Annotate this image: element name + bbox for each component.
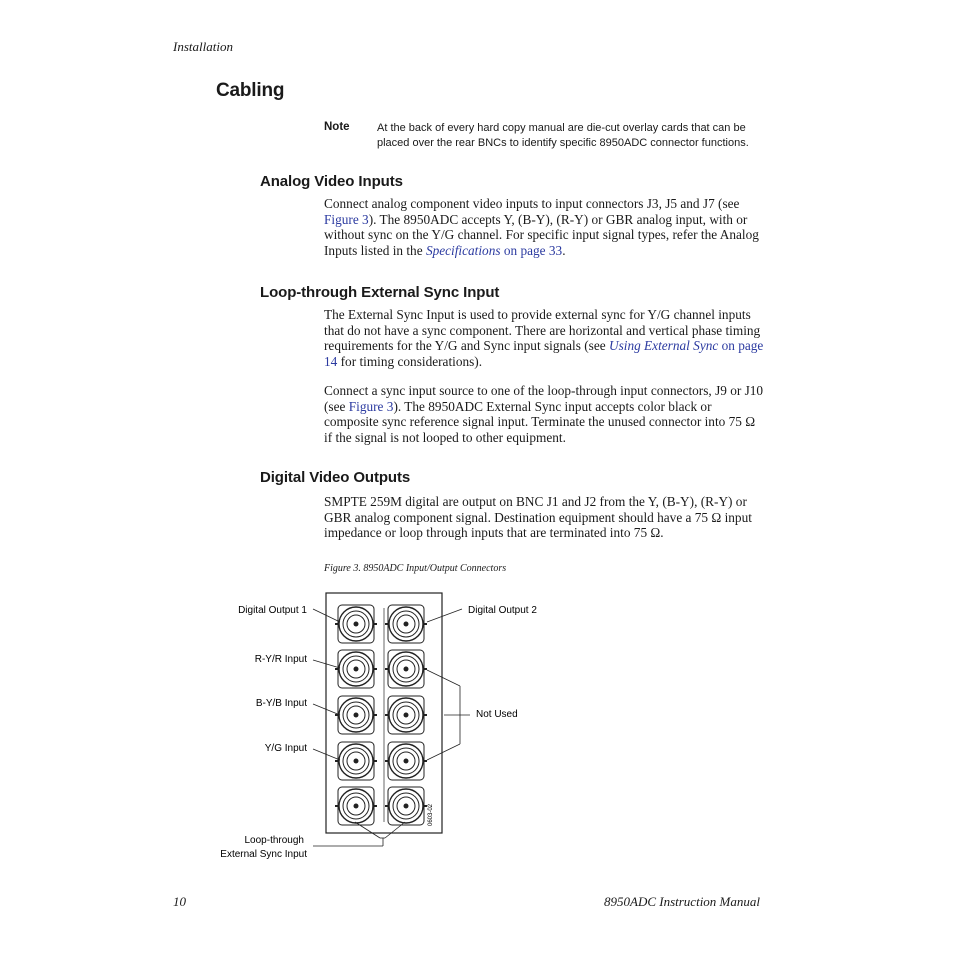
heading-digital-video-outputs: Digital Video Outputs (260, 469, 411, 486)
label-loop-through-1: Loop-through (244, 835, 304, 846)
part-code: 0603-02 (428, 803, 434, 826)
paragraph-loop-1: The External Sync Input is used to provide external sync for Y/G channel inputs that do not have a sync component. There are horizontal and vertical phase timing requirements for the Y/G and Sync input signals (see Using External Sync on page 14 for timing considerations). (324, 307, 764, 369)
link-using-external-sync[interactable]: Using External Sync on page 14 (324, 338, 764, 369)
bnc-connector (335, 605, 377, 643)
paragraph-loop-2: Connect a sync input source to one of the loop-through input connectors, J9 or J10 (see Figure 3). The 8950ADC External Sync input accepts color black or composite sync reference signal input. Terminate the unused connector into 75 Ω if the signal is not looped to other equipment. (324, 383, 764, 445)
label-loop-through-2: External Sync Input (220, 849, 307, 860)
link-specifications[interactable]: Specifications on page 33 (425, 242, 563, 258)
label-yg-input: Y/G Input (264, 743, 307, 754)
page-title: Cabling (216, 80, 285, 101)
bnc-connector (385, 650, 427, 688)
note-text: At the back of every hard copy manual are die-cut overlay cards that can be placed over the rear BNCs to identify specific 8950ADC connector functions. (377, 122, 749, 149)
label-ry-input: R-Y/R Input (254, 654, 307, 665)
bnc-connector (385, 787, 427, 825)
running-head: Installation (173, 39, 233, 54)
manual-title: 8950ADC Instruction Manual (604, 894, 760, 909)
bnc-connector (335, 742, 377, 780)
link-figure-3b[interactable]: Figure 3 (348, 398, 394, 414)
label-not-used: Not Used (476, 709, 518, 720)
link-figure-3[interactable]: Figure 3 (324, 211, 369, 227)
label-by-input: B-Y/B Input (255, 698, 307, 709)
heading-analog-video-inputs: Analog Video Inputs (260, 173, 403, 190)
bnc-connector (335, 650, 377, 688)
bnc-connector (385, 605, 427, 643)
bnc-connector (385, 742, 427, 780)
page-number: 10 (173, 894, 186, 909)
paragraph-digital: SMPTE 259M digital are output on BNC J1 and J2 from the Y, (B-Y), (R-Y) or GBR analog component signal. Destination equipment should have a 75 Ω input impedance or loop through inputs that are terminated into 75 Ω. (324, 494, 752, 541)
paragraph-analog: Connect analog component video inputs to input connectors J3, J5 and J7 (see Figure 3). The 8950ADC accepts Y, (B-Y), (R-Y) or GBR analog input, with or without sync on the Y/G channel. For specific input signal types, refer the Analog Inputs listed in the Specifications on page 33. (324, 196, 759, 258)
label-digital-output-2: Digital Output 2 (468, 605, 537, 616)
note-label: Note (324, 121, 350, 133)
bnc-connector (335, 696, 377, 734)
label-digital-output-1: Digital Output 1 (238, 605, 307, 616)
bnc-connector (335, 787, 377, 825)
bnc-connector (385, 696, 427, 734)
heading-loop-through-sync: Loop-through External Sync Input (260, 284, 500, 301)
figure-caption: Figure 3. 8950ADC Input/Output Connectors (324, 563, 507, 574)
